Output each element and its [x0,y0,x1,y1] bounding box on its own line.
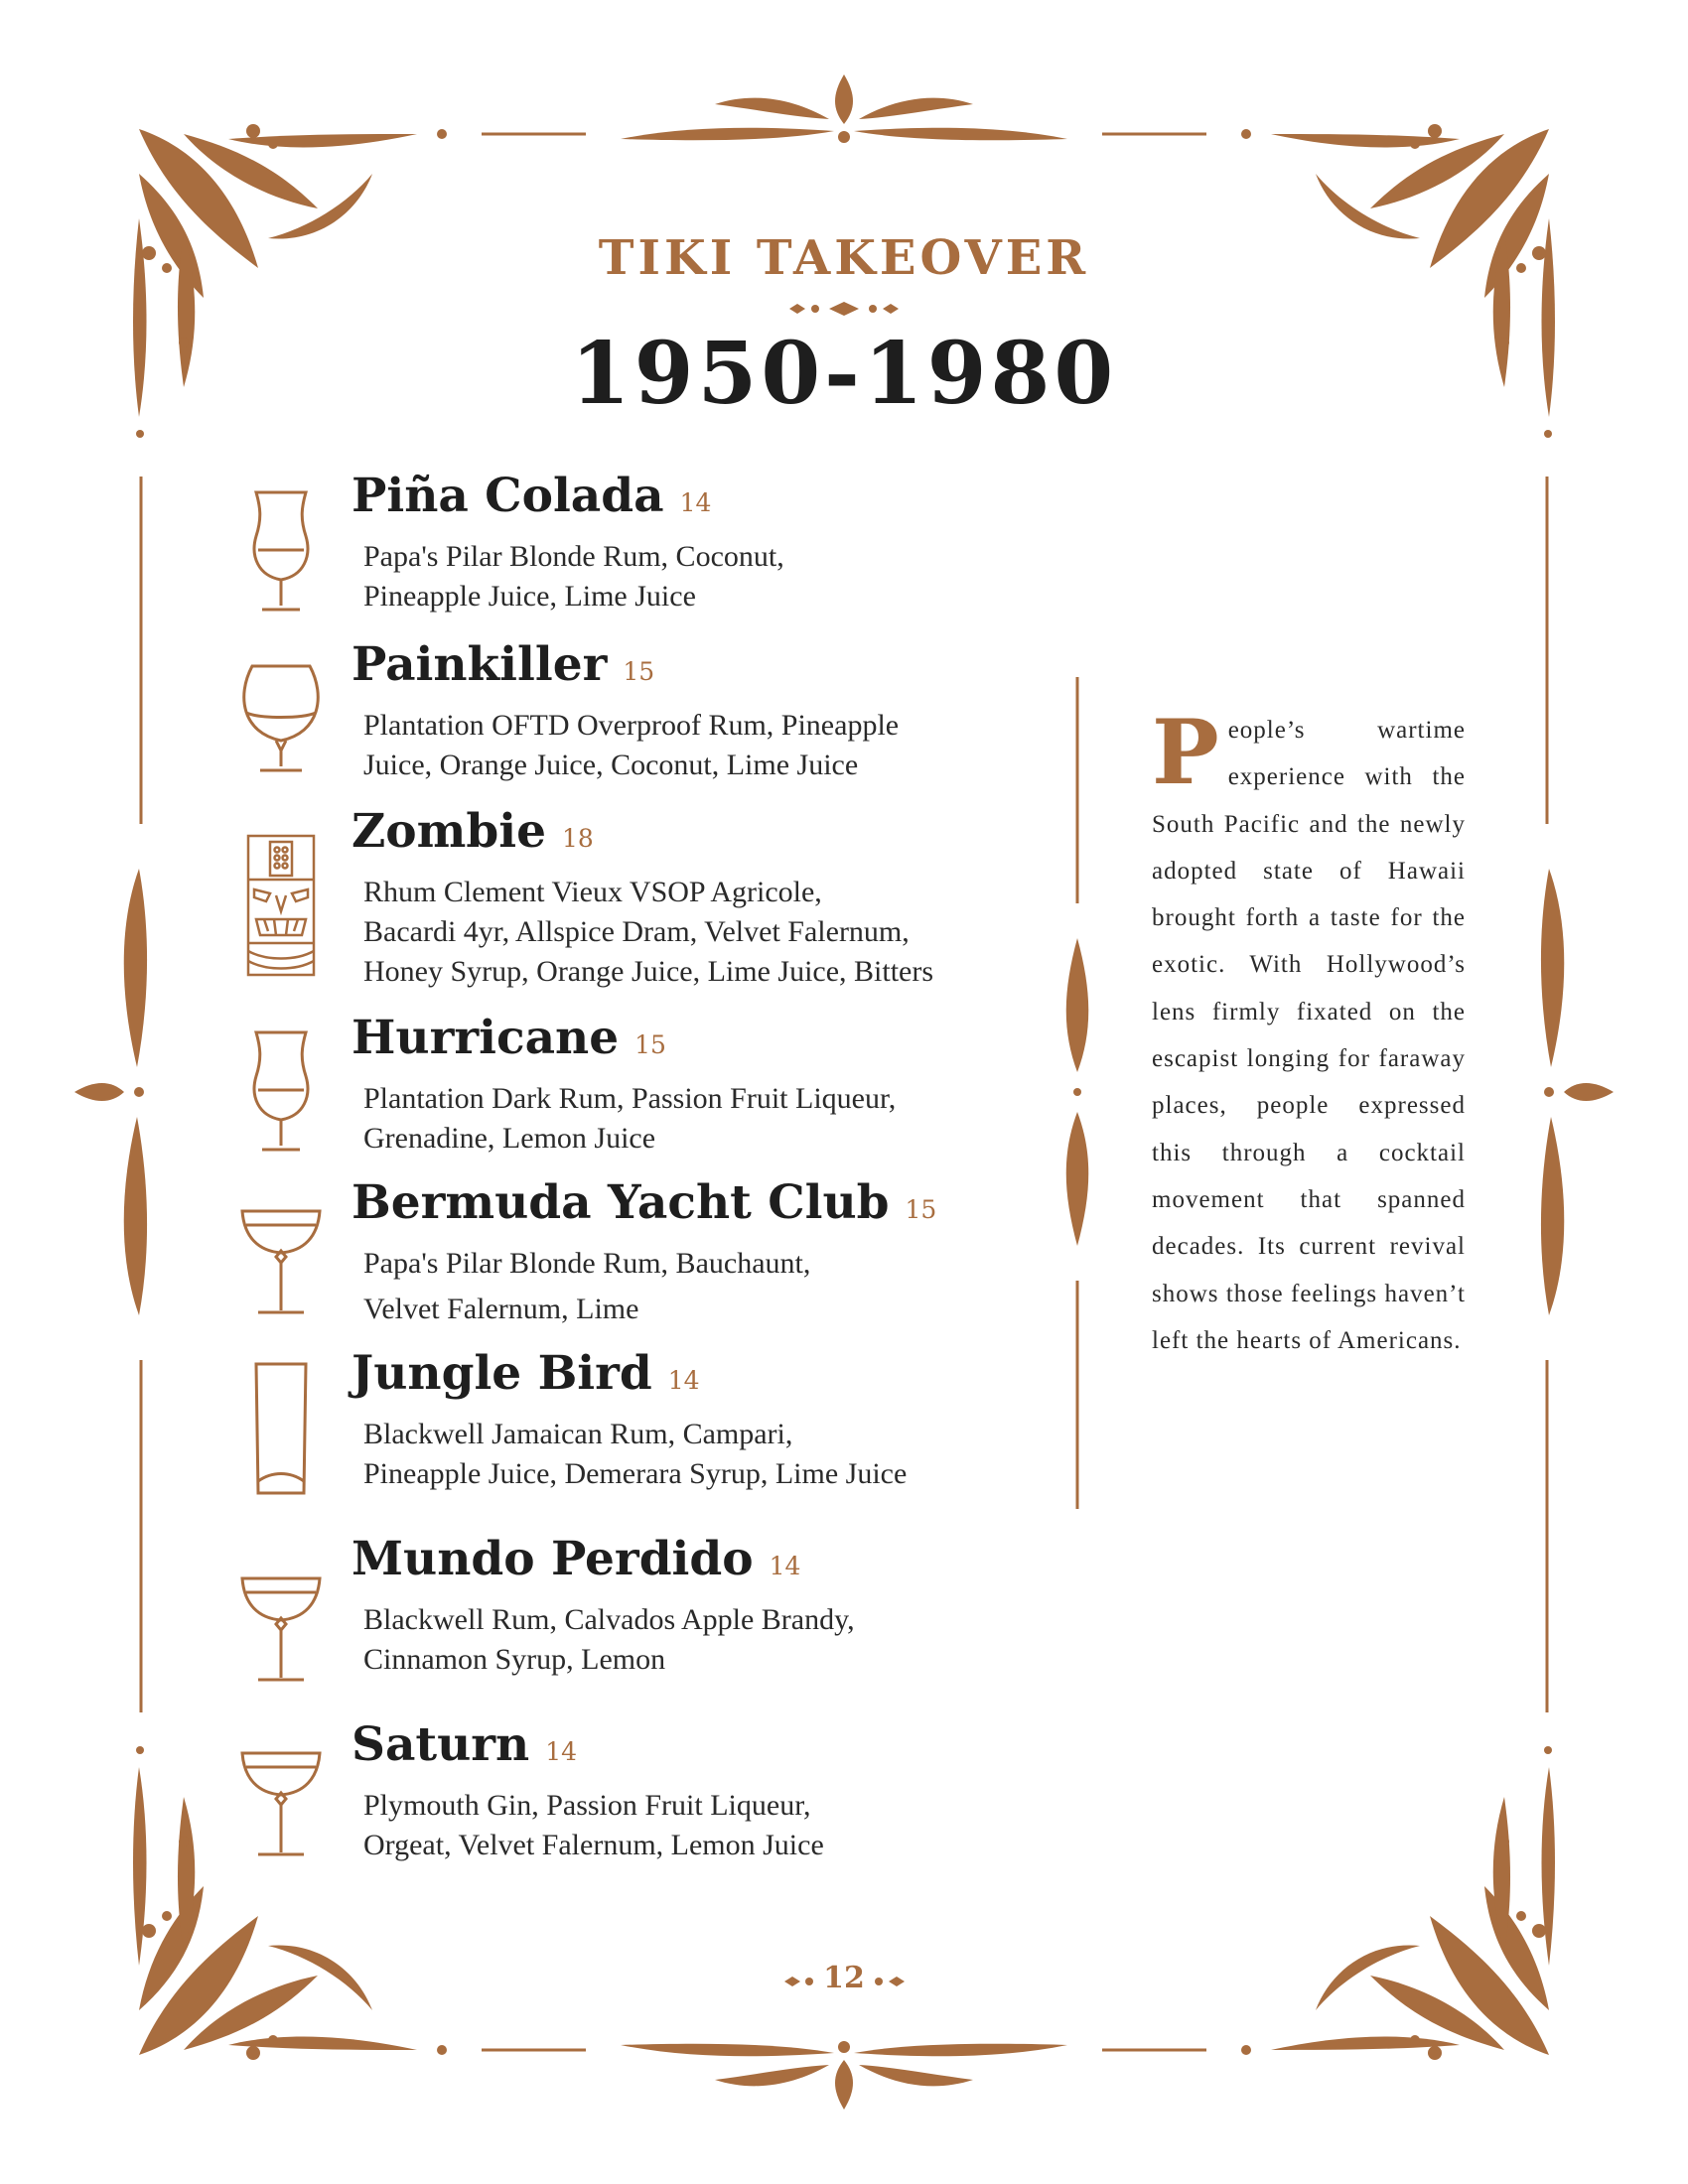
description-line: Cinnamon Syrup, Lemon [363,1643,666,1676]
description-line: Papa's Pilar Blonde Rum, Bauchaunt, [363,1247,811,1280]
description-line: Rhum Clement Vieux VSOP Agricole, [363,876,822,908]
menu-item-name: Piña Colada [352,469,664,523]
menu-item-zombie [352,804,987,992]
menu-item-description [352,1600,987,1680]
menu-item-bermuda-yacht-club [352,1175,987,1329]
menu-item-name: Jungle Bird [352,1346,652,1401]
menu-item-description [352,1415,987,1494]
history-paragraph [1152,700,1466,1364]
hurricane-glass-icon [248,1028,314,1156]
coupe-glass-icon [238,1749,324,1860]
menu-item-name: Saturn [352,1717,530,1772]
menu-item-mundo-perdido [352,1532,987,1680]
description-line: Bacardi 4yr, Allspice Dram, Velvet Falernum, [363,915,910,948]
highball-glass-icon [252,1360,310,1497]
menu-item-description [352,873,987,992]
description-line: Velvet Falernum, Lime [363,1293,639,1325]
description-line: Plantation Dark Rum, Passion Fruit Liqueur, [363,1082,897,1115]
coupe-glass-icon [238,1574,324,1686]
menu-item-description [352,1079,987,1159]
menu-item-price: 14 [769,1552,801,1580]
tiki-mug-icon [246,832,316,979]
menu-section-kicker: TIKI TAKEOVER [598,230,1090,286]
menu-item-price: 15 [905,1195,937,1224]
menu-item-description [352,706,987,785]
description-line: Honey Syrup, Orange Juice, Lime Juice, Bitters [363,955,934,988]
menu-item-price: 14 [545,1737,578,1766]
description-line: Blackwell Rum, Calvados Apple Brandy, [363,1603,855,1636]
menu-item-hurricane [352,1011,987,1159]
drop-cap: P [1152,700,1220,805]
description-line: Orgeat, Velvet Falernum, Lemon Juice [363,1829,824,1861]
description-line: Plantation OFTD Overproof Rum, Pineapple [363,709,900,742]
snifter-glass-icon [240,661,322,776]
history-text: eople’s wartime experience with the South Pacific and the newly adopted state of Hawaii brought forth a taste for the exotic. With Hollywood’s lens firmly fixated on the escapist longing for faraway places, people expressed this through a cocktail movement that spanned decades. Its current revival shows those feelings haven’t left the hearts of Americans. [1152,717,1466,1354]
description-line: Pineapple Juice, Lime Juice [363,580,696,613]
menu-item-painkiller [352,637,987,785]
description-line: Juice, Orange Juice, Coconut, Lime Juice [363,749,859,781]
description-line: Blackwell Jamaican Rum, Campari, [363,1418,793,1450]
menu-item-jungle-bird [352,1346,987,1494]
tulip-glass-icon [246,488,316,614]
menu-item-price: 15 [634,1030,666,1059]
menu-item-pina-colada [352,469,987,616]
menu-item-price: 14 [679,488,712,517]
page-number: 12 [823,1961,865,1995]
description-line: Plymouth Gin, Passion Fruit Liqueur, [363,1789,811,1822]
description-line: Pineapple Juice, Demerara Syrup, Lime Juice [363,1457,908,1490]
menu-item-name: Hurricane [352,1011,620,1065]
menu-item-description [352,1244,987,1329]
menu-item-saturn [352,1717,987,1865]
coupe-glass-icon [238,1207,324,1318]
menu-item-name: Zombie [352,804,547,859]
menu-item-name: Bermuda Yacht Club [352,1175,890,1230]
menu-item-name: Mundo Perdido [352,1532,754,1586]
menu-item-price: 15 [623,657,655,686]
menu-item-description [352,537,987,616]
menu-item-name: Painkiller [352,637,608,692]
menu-item-description [352,1786,987,1865]
description-line: Papa's Pilar Blonde Rum, Coconut, [363,540,784,573]
menu-item-price: 14 [667,1366,700,1395]
menu-item-price: 18 [562,824,594,853]
description-line: Grenadine, Lemon Juice [363,1122,656,1155]
page-title: 1950-1980 [570,324,1118,424]
